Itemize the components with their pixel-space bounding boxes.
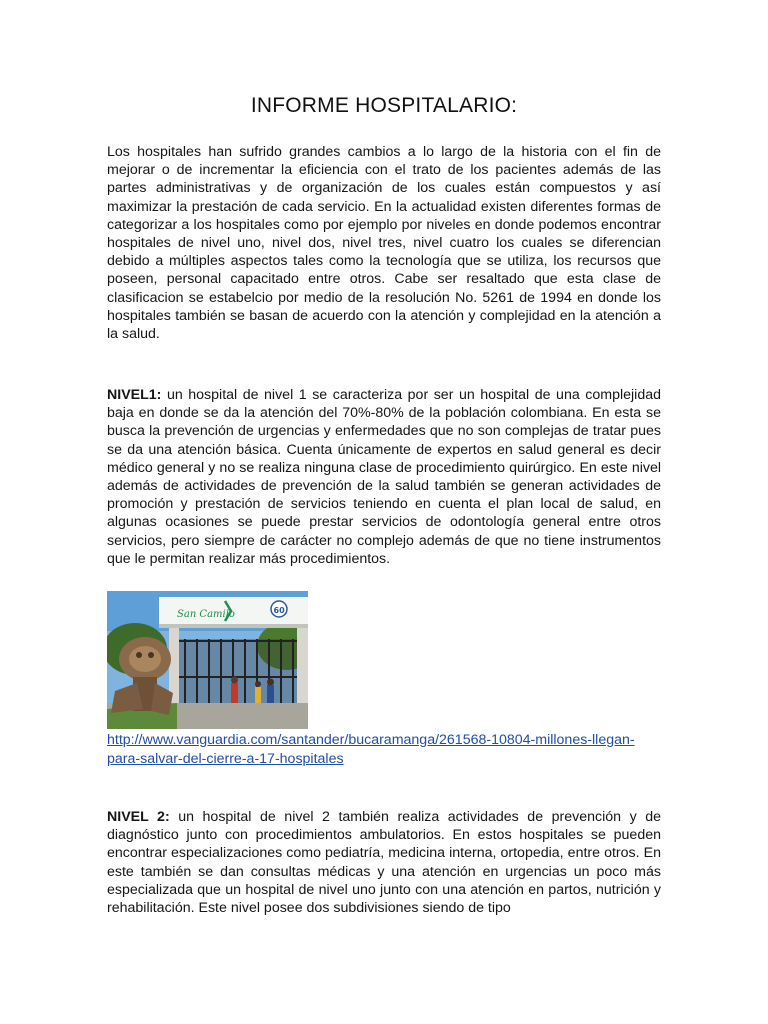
sign-text: San Camilo bbox=[177, 609, 235, 620]
nivel2-label: NIVEL 2: bbox=[107, 809, 170, 825]
nivel2-text: un hospital de nivel 2 también realiza actividades de prevención y de diagnóstico junto con procedimientos ambulatorios. En estos hospitales se pueden encontrar especializaciones como pediatría, medicina interna, ortopedia, entre otros. En este también se dan consultas médicas y una atención en urgencias un poco más especializada que un hospital de nivel uno junto con una atención en partos, nutrición y rehabilitación. Este nivel posee dos subdivisiones siendo de tipo bbox=[107, 809, 661, 917]
source-link[interactable]: http://www.vanguardia.com/santander/bucaramanga/261568-10804-millones-llegan-para-salvar-del-cierre-a-17-hospitales bbox=[107, 732, 635, 767]
nivel1-label: NIVEL1: bbox=[107, 387, 162, 403]
intro-paragraph: Los hospitales han sufrido grandes cambios a lo largo de la historia con el fin de mejorar o de incrementar la eficiencia con el trato de los pacientes además de las partes administrativas y de organización de los cuales están compuestos y así maximizar la prestación de cada servicio. En la actualidad existen diferentes formas de categorizar a los hospitales como por ejemplo por niveles en donde podemos encontrar hospitales de nivel uno, nivel dos, nivel tres, nivel cuatro los cuales se diferencian debido a múltiples aspectos tales como la tecnología que se utiliza, los recursos que poseen, personal capacitado entre otros. Cabe ser resaltado que esta clase de clasificacion se estabelcio por medio de la resolución No. 5261 de 1994 en donde los hospitales también se basan de acuerdo con la atención y complejidad en la atención a la salud. bbox=[107, 144, 661, 343]
nivel1-paragraph bbox=[107, 386, 661, 568]
badge-text: 60 bbox=[273, 606, 285, 615]
nivel1-text: un hospital de nivel 1 se caracteriza por ser un hospital de una complejidad baja en donde se da la atención del 70%-80% de la población colombiana. En esta se busca la prevención de urgencias y enfermedades que no son complejas de tratar pues se da una atención básica. Cuenta únicamente de expertos en salud general es decir médico general y no se realiza ninguna clase de procedimiento quirúrgico. En este nivel además de actividades de prevención de la salud también se generan actividades de promoción y prestación de servicios teniendo en cuenta el plan local de salud, en algunas ocasiones se puede prestar servicios de odontología general entre otros servicios, pero siempre de carácter no complejo además de que no tiene instrumentos que le permitan realizar más procedimientos. bbox=[107, 387, 661, 567]
document-title: INFORME HOSPITALARIO: bbox=[250, 94, 518, 117]
hospital-entrance-illustration bbox=[107, 591, 308, 729]
nivel2-paragraph bbox=[107, 808, 661, 917]
hospital-photo bbox=[107, 591, 308, 729]
